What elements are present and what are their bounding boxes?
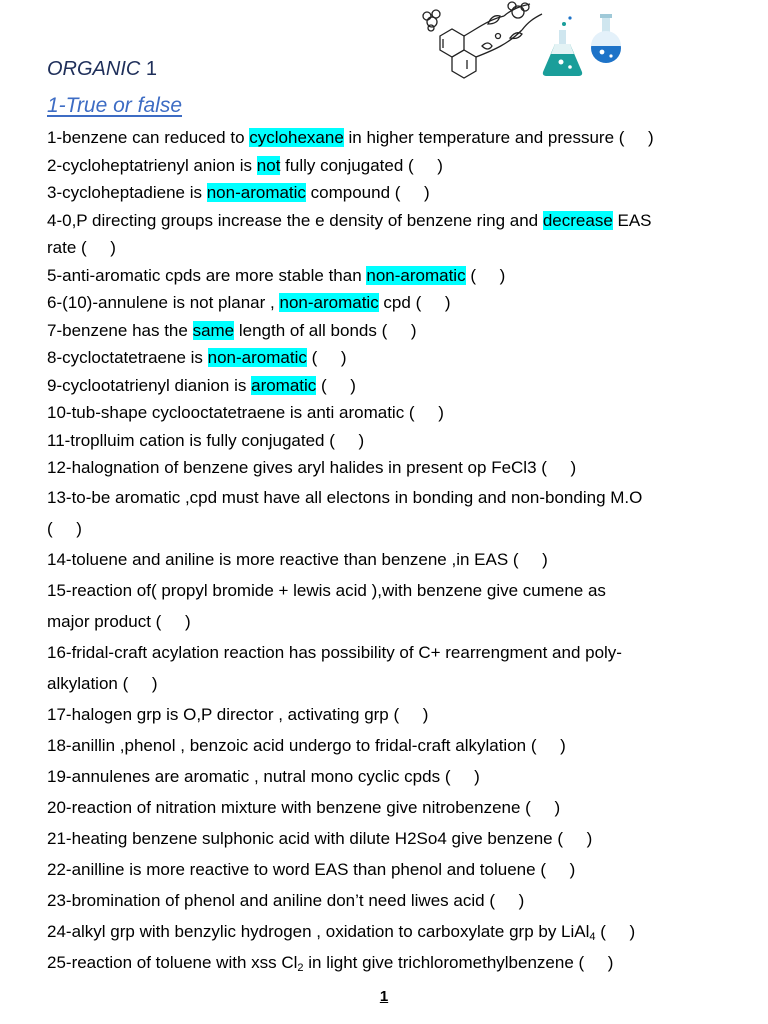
question-item <box>47 699 747 730</box>
answer-blank: ( ) <box>394 183 430 202</box>
question-item <box>47 854 747 885</box>
answer-blank: ( ) <box>155 611 191 631</box>
title-text: ORGANIC <box>47 58 141 80</box>
question-text: 5-anti-aromatic cpds are more stable than <box>47 265 367 285</box>
highlighted-term: same <box>192 320 235 340</box>
question-item <box>47 823 747 854</box>
question-text-end: length of all bonds <box>234 320 382 340</box>
answer-blank: ( ) <box>489 890 525 910</box>
answer-blank: ( ) <box>393 704 429 724</box>
question-line <box>47 891 524 910</box>
question-line <box>47 798 560 817</box>
question-text: 24-alkyl grp with benzylic hydrogen , oxidation to carboxylate grp by LiAl <box>47 921 590 941</box>
question-item <box>47 289 747 317</box>
question-line <box>47 922 635 941</box>
title-number: 1 <box>145 58 158 80</box>
question-line <box>47 767 480 786</box>
question-item <box>47 482 747 544</box>
question-line <box>47 581 606 600</box>
answer-blank: ( ) <box>444 766 480 786</box>
question-text: 8-cycloctatetraene is <box>47 348 208 367</box>
question-text: 11-troplluim cation is fully conjugated <box>47 430 330 450</box>
answer-blank: ( ) <box>525 797 561 817</box>
answer-blank: ( ) <box>408 155 443 175</box>
molecule-flower-icon <box>423 2 542 78</box>
question-continuation <box>47 513 747 544</box>
answer-blank: ( ) <box>618 128 654 147</box>
question-text: 12-halognation of benzene gives aryl halides in present op FeCl3 <box>47 458 542 477</box>
answer-blank: ( ) <box>408 403 444 422</box>
answer-blank: ( ) <box>81 238 116 257</box>
question-text: 3-cycloheptadiene is <box>47 183 207 202</box>
question-continuation <box>47 234 747 262</box>
highlighted-term: decrease <box>542 210 613 230</box>
question-line <box>47 128 654 147</box>
question-continuation <box>47 606 747 637</box>
question-text: 13-to-be aromatic ,cpd must have all electons in bonding and non-bonding M.O <box>47 487 643 507</box>
question-item <box>47 730 747 761</box>
question-item <box>47 372 747 400</box>
question-item <box>47 885 747 916</box>
question-continuation <box>47 668 747 699</box>
question-line <box>47 431 364 450</box>
question-text-end: EAS <box>612 210 652 230</box>
highlighted-term: non-aromatic <box>366 265 466 285</box>
question-item <box>47 207 747 262</box>
question-list <box>47 124 747 978</box>
highlighted-term: aromatic <box>251 375 317 395</box>
answer-blank: ( ) <box>600 921 636 941</box>
question-text: 7-benzene has the <box>47 320 193 340</box>
question-line <box>47 736 566 755</box>
highlighted-term: cyclohexane <box>249 128 344 147</box>
question-text: 10-tub-shape cyclooctatetraene is anti aromatic <box>47 403 409 422</box>
question-item <box>47 399 747 427</box>
question-text: 20-reaction of nitration mixture with benzene give nitrobenzene <box>47 797 526 817</box>
answer-blank: ( ) <box>557 828 593 848</box>
question-text: 14-toluene and aniline is more reactive than benzene ,in EAS <box>47 549 513 569</box>
question-item <box>47 575 747 637</box>
question-text-end: in higher temperature and pressure <box>343 128 619 147</box>
question-item <box>47 637 747 699</box>
question-item <box>47 544 747 575</box>
question-line <box>47 321 417 340</box>
question-item <box>47 947 747 978</box>
section-title: 1-True or false <box>47 94 182 117</box>
question-item <box>47 792 747 823</box>
highlighted-term: non-aromatic <box>206 183 306 202</box>
question-text: 23-bromination of phenol and aniline don’t need liwes acid <box>47 890 490 910</box>
question-line <box>47 643 622 662</box>
answer-blank: ( ) <box>47 518 82 538</box>
highlighted-term: non-aromatic <box>279 293 379 312</box>
question-text-end: in light give trichloromethylbenzene <box>303 952 579 972</box>
question-text-end: cpd <box>378 293 416 312</box>
document-title <box>47 58 157 81</box>
answer-blank: ( ) <box>329 430 365 450</box>
highlighted-term: not <box>256 155 281 175</box>
question-text: 16-fridal-craft acylation reaction has possibility of C+ rearrengment and poly- <box>47 642 622 662</box>
question-line <box>47 293 451 312</box>
answer-blank: ( ) <box>530 735 566 755</box>
question-line <box>47 403 444 422</box>
answer-blank: ( ) <box>470 265 506 285</box>
question-text: 21-heating benzene sulphonic acid with dilute H2So4 give benzene <box>47 828 558 848</box>
flask-icon <box>543 16 582 76</box>
question-text: 6-(10)-annulene is not planar , <box>47 293 280 312</box>
question-item <box>47 761 747 792</box>
answer-blank: ( ) <box>381 320 417 340</box>
subscript: 2 <box>297 961 304 974</box>
question-item <box>47 427 747 455</box>
question-text: 18-anillin ,phenol , benzoic acid undergo to fridal-craft alkylation <box>47 735 531 755</box>
question-item <box>47 124 747 152</box>
question-line <box>47 348 347 367</box>
subscript-wrap <box>589 931 595 943</box>
question-line <box>47 458 576 477</box>
answer-blank: ( ) <box>311 348 347 367</box>
answer-blank: ( ) <box>541 458 577 477</box>
question-text: 19-annulenes are aromatic , nutral mono cyclic cpds <box>47 766 445 786</box>
question-text: alkylation <box>47 673 123 693</box>
round-flask-icon <box>591 14 621 63</box>
question-text: 15-reaction of( propyl bromide + lewis acid ),with benzene give cumene as <box>47 580 606 600</box>
question-text-end: fully conjugated <box>280 155 409 175</box>
question-line <box>47 488 642 507</box>
question-item <box>47 179 747 207</box>
question-text: 9-cyclootatrienyl dianion is <box>47 375 252 395</box>
question-line <box>47 705 428 724</box>
answer-blank: ( ) <box>540 859 576 879</box>
answer-blank: ( ) <box>415 293 451 312</box>
question-line <box>47 860 575 879</box>
highlighted-term: non-aromatic <box>207 348 307 367</box>
answer-blank: ( ) <box>122 673 158 693</box>
question-line <box>47 211 652 230</box>
answer-blank: ( ) <box>321 375 356 395</box>
answer-blank: ( ) <box>578 952 614 972</box>
question-text: major product <box>47 611 156 631</box>
question-text: 25-reaction of toluene with xss Cl <box>47 952 298 972</box>
question-line <box>47 953 613 972</box>
question-item <box>47 454 747 482</box>
header-illustration <box>418 0 630 82</box>
question-text: 2-cycloheptatrienyl anion is <box>47 155 257 175</box>
question-line <box>47 376 356 395</box>
question-item <box>47 317 747 345</box>
answer-blank: ( ) <box>512 549 548 569</box>
question-line <box>47 266 505 285</box>
question-text: 22-anilline is more reactive to word EAS than phenol and toluene <box>47 859 541 879</box>
question-text: rate <box>47 238 82 257</box>
page-number: 1 <box>379 988 389 1005</box>
question-item <box>47 262 747 290</box>
question-line <box>47 156 443 175</box>
question-text: 1-benzene can reduced to <box>47 128 250 147</box>
question-item <box>47 916 747 947</box>
question-line <box>47 183 430 202</box>
question-text: 17-halogen grp is O,P director , activating grp <box>47 704 394 724</box>
question-text-end: compound <box>305 183 395 202</box>
question-text: 4-0,P directing groups increase the e density of benzene ring and <box>47 210 543 230</box>
question-line <box>47 829 592 848</box>
subscript: 4 <box>589 930 596 943</box>
question-item <box>47 152 747 180</box>
question-line <box>47 550 548 569</box>
question-item <box>47 344 747 372</box>
